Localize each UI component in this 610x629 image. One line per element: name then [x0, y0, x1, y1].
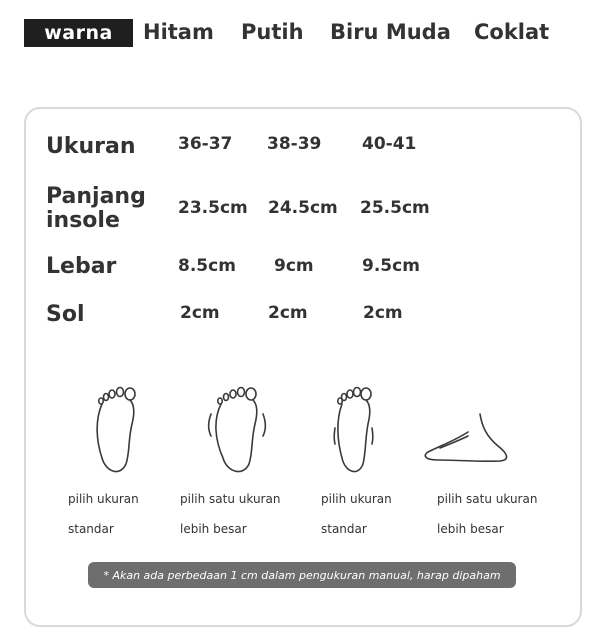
insole-length-row-label — [46, 185, 146, 233]
insole-length-label-line2: insole — [46, 208, 120, 233]
guide-caption-line2: standar — [321, 522, 367, 536]
guide-caption — [68, 484, 139, 544]
guide-caption — [437, 484, 537, 544]
insole-length-label-line1: Panjang — [46, 184, 146, 209]
size-cell: 38-39 — [267, 134, 322, 154]
foot-standard-icon — [88, 384, 144, 480]
sole-cell: 2cm — [268, 303, 308, 323]
color-option-biru-muda[interactable]: Biru Muda — [330, 20, 451, 44]
width-row-label: Lebar — [46, 254, 117, 279]
foot-narrow-icon — [328, 384, 380, 480]
guide-caption — [180, 484, 280, 544]
guide-caption-line2: lebih besar — [180, 522, 247, 536]
color-label: warna — [24, 19, 133, 47]
color-selector — [0, 0, 610, 70]
insole-length-cell: 24.5cm — [268, 198, 338, 218]
guide-caption-line1: pilih satu ukuran — [437, 492, 538, 506]
width-cell: 9cm — [274, 256, 314, 276]
insole-length-cell: 25.5cm — [360, 198, 430, 218]
width-cell: 9.5cm — [362, 256, 420, 276]
foot-wide-icon — [207, 384, 267, 480]
guide-caption — [321, 484, 392, 544]
guide-caption-line1: pilih satu ukuran — [180, 492, 281, 506]
size-row-label: Ukuran — [46, 134, 136, 159]
guide-caption-line1: pilih ukuran — [68, 492, 139, 506]
sole-cell: 2cm — [363, 303, 403, 323]
guide-caption-line1: pilih ukuran — [321, 492, 392, 506]
guide-caption-line2: standar — [68, 522, 114, 536]
sole-row-label: Sol — [46, 302, 85, 327]
size-cell: 40-41 — [362, 134, 417, 154]
foot-high-instep-icon — [420, 410, 516, 466]
sole-cell: 2cm — [180, 303, 220, 323]
guide-caption-line2: lebih besar — [437, 522, 504, 536]
width-cell: 8.5cm — [178, 256, 236, 276]
measurement-note: * Akan ada perbedaan 1 cm dalam pengukuran manual, harap dipaham — [88, 562, 516, 588]
size-cell: 36-37 — [178, 134, 233, 154]
insole-length-cell: 23.5cm — [178, 198, 248, 218]
color-option-coklat[interactable]: Coklat — [474, 20, 550, 44]
color-option-putih[interactable]: Putih — [241, 20, 304, 44]
color-option-hitam[interactable]: Hitam — [143, 20, 214, 44]
